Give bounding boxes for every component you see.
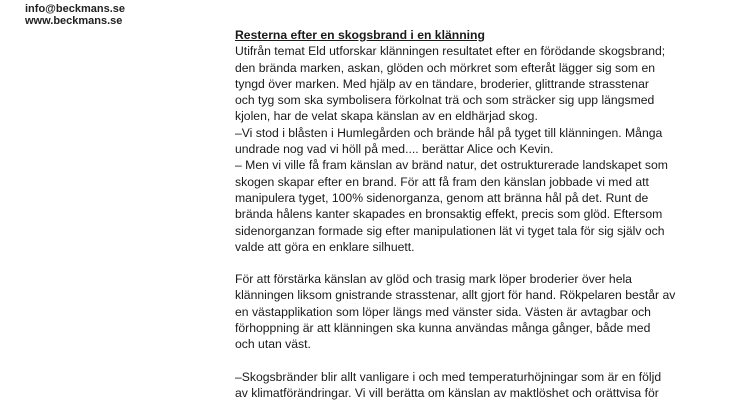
contact-block <box>25 3 125 27</box>
text-line: och tyg som ska symbolisera förkolnat trä och som sträcker sig upp längsmed <box>235 93 655 108</box>
contact-email[interactable]: info@beckmans.se <box>25 3 125 15</box>
article-paragraph-2 <box>235 271 735 352</box>
text-line: den brända marken, askan, glöden och mörkret som efteråt lägger sig som en <box>235 60 656 75</box>
text-line: av klimatförändringar. Vi vill berätta om känslan av maktlöshet och orättvisa för <box>235 385 659 400</box>
text-line: kjolen, har de velat skapa känslan av en eldhärjad skog. <box>235 109 538 124</box>
text-line: För att förstärka känslan av glöd och trasig mark löper broderier över hela <box>235 272 632 287</box>
paragraph-spacer <box>235 353 735 369</box>
text-line: klänningen liksom gnistrande strasstenar, allt gjort för hand. Rökpelaren består av <box>235 288 676 303</box>
text-line: undrade nog vad vi höll på med.... berättar Alice och Kevin. <box>235 142 554 157</box>
article-paragraph-3 <box>235 369 735 402</box>
text-line: manipulera tyget, 100% sidenorganza, genom att bränna hål på det. Runt de <box>235 190 649 205</box>
text-line: –Vi stod i blåsten i Humlegården och brände hål på tyget till klänningen. Många <box>235 125 663 140</box>
text-line: tyngd över marken. Med hjälp av en tändare, broderier, glittrande strasstenar <box>235 76 649 91</box>
contact-website[interactable]: www.beckmans.se <box>25 15 123 27</box>
article <box>235 27 735 401</box>
text-line: och utan väst. <box>235 337 311 352</box>
text-line: sidenorganzan formade sig efter manipulationen lät vi tyget tala för sig själv och <box>235 223 665 238</box>
article-heading: Resterna efter en skogsbrand i en klänning <box>235 28 485 42</box>
text-line: förhoppning är att klänningen ska kunna användas många gånger, både med <box>235 321 651 336</box>
text-line: – Men vi ville få fram känslan av bränd natur, det ostrukturerade landskapet som <box>235 158 668 173</box>
text-line: valde att göra en enklare silhuett. <box>235 239 415 254</box>
paragraph-spacer <box>235 255 735 271</box>
article-paragraph-1 <box>235 43 735 255</box>
text-line: skogen skapar efter en brand. För att få fram den känslan jobbade vi med att <box>235 174 649 189</box>
text-line: brända hålens kanter skapades en bronsaktig effekt, precis som glöd. Eftersom <box>235 207 663 222</box>
text-line: Utifrån temat Eld utforskar klänningen resultatet efter en förödande skogsbrand; <box>235 44 666 59</box>
text-line: –Skogsbränder blir allt vanligare i och med temperaturhöjningar som är en följd <box>235 369 662 384</box>
text-line: en västapplikation som löper längs med vänster sida. Västen är avtagbar och <box>235 304 651 319</box>
